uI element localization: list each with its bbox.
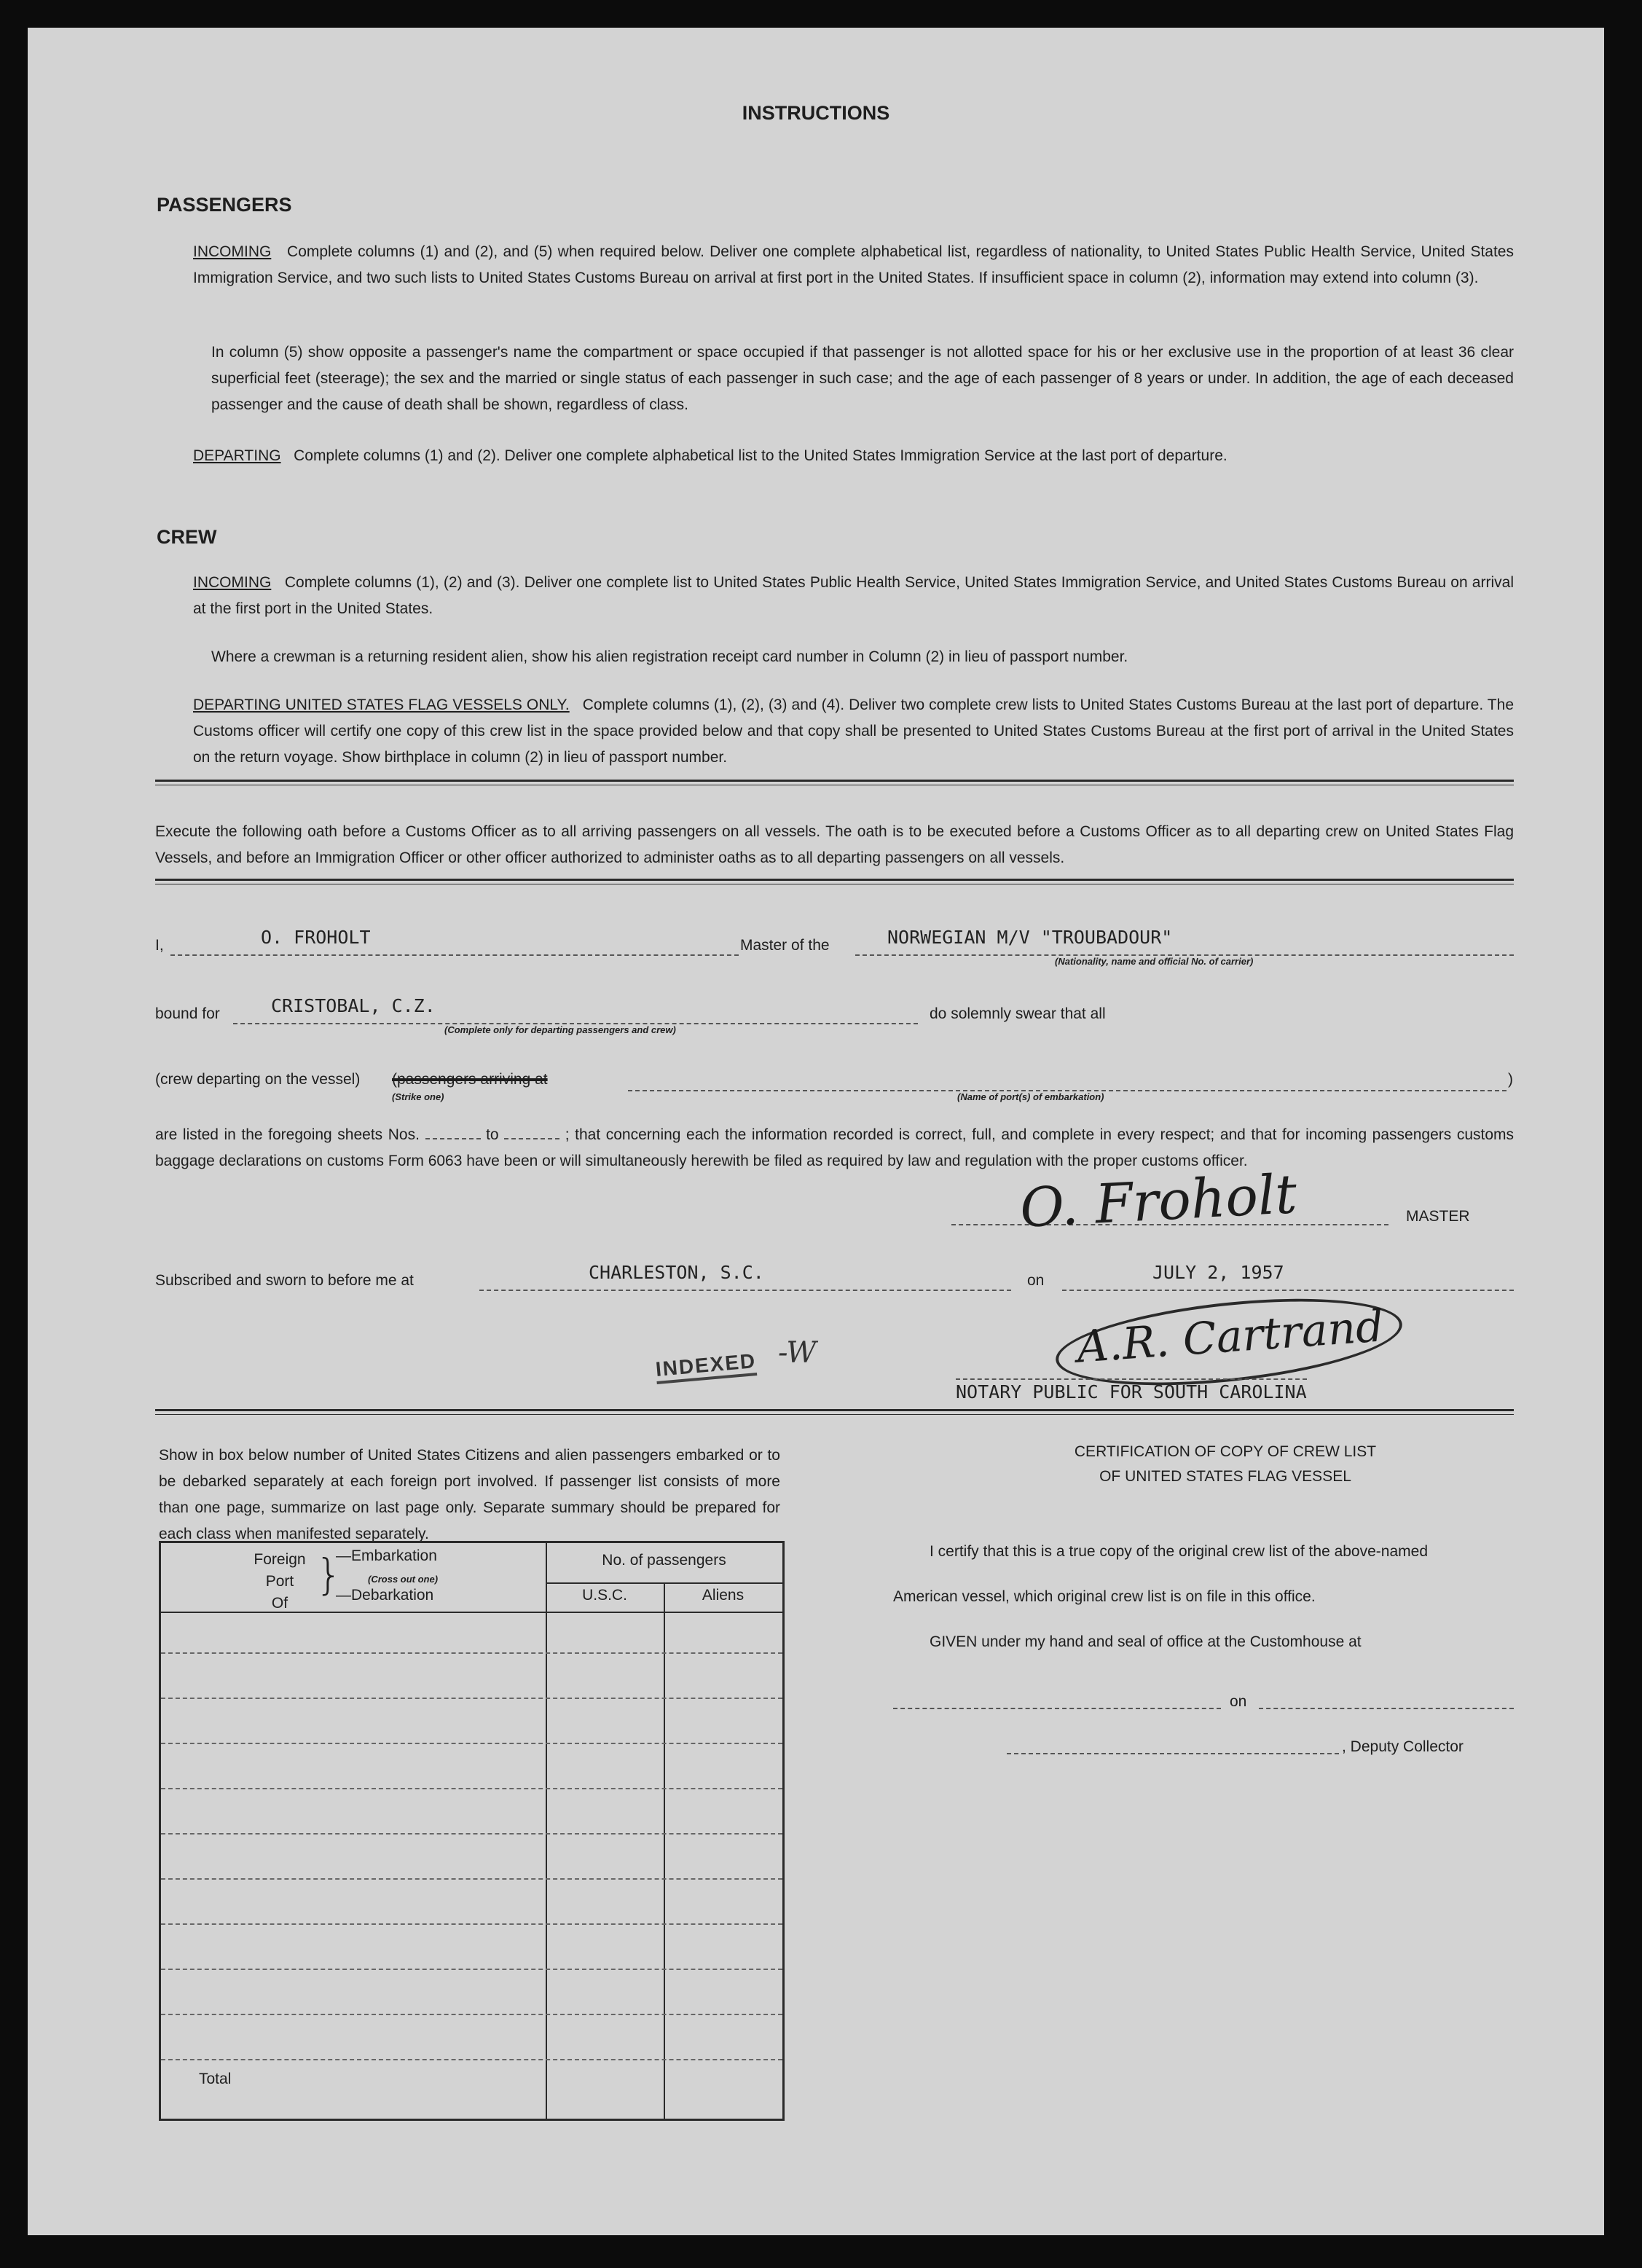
crew-departing-label: DEPARTING UNITED STATES FLAG VESSELS ONLY. [193, 697, 570, 713]
customhouse-field[interactable] [893, 1708, 1221, 1709]
table-column-divider [664, 1582, 665, 2119]
passengers-departing-paragraph [193, 443, 1514, 469]
bound-for-label: bound for [155, 1005, 220, 1022]
crew-departing-option[interactable]: (crew departing on the vessel) [155, 1071, 361, 1088]
table-row[interactable] [161, 1833, 782, 1835]
table-row[interactable] [161, 1743, 782, 1744]
date-field[interactable]: JULY 2, 1957 [1152, 1262, 1284, 1283]
crew-resident-paragraph: Where a crewman is a returning resident alien, show his alien registration receipt card number in Column (2) in lieu of passport number. [211, 648, 1128, 665]
master-name-line [170, 954, 739, 956]
table-row[interactable] [161, 2059, 782, 2060]
certification-line-2: American vessel, which original crew list is on file in this office. [893, 1588, 1316, 1605]
aliens-header: Aliens [702, 1587, 745, 1604]
sheet-from-field[interactable] [425, 1125, 481, 1139]
divider-rule [155, 879, 1514, 884]
passengers-departing-text: Complete columns (1) and (2). Deliver one complete alphabetical list to the United States Immigration Service at the last port of departure. [294, 447, 1227, 464]
certification-heading [934, 1440, 1517, 1489]
deputy-collector-signature-field[interactable] [1007, 1753, 1339, 1754]
foreign-label: Foreign [254, 1551, 306, 1568]
ports-note: (Name of port(s) of embarkation) [957, 1091, 1104, 1102]
table-row[interactable] [161, 1698, 782, 1699]
indexed-mark: -W [778, 1336, 817, 1370]
crew-departing-text: Complete columns (1), (2), (3) and (4). Deliver two complete crew lists to United States Customs Bureau at the last port of departure. The Customs officer will certify one copy of this crew list in the space provided below and that copy shall be presented to United States Customs Bureau at the first port of arrival in the United States on the return voyage. Show birthplace in column (2) in lieu of passport number. [193, 697, 1514, 766]
swear-label: do solemnly swear that all [930, 1005, 1106, 1022]
table-column-divider [546, 1543, 547, 2119]
table-row[interactable] [161, 1969, 782, 1970]
oath-i-label: I, [155, 937, 164, 954]
certification-line-3: GIVEN under my hand and seal of office at the Customhouse at [930, 1633, 1362, 1650]
indexed-stamp: INDEXED [655, 1349, 758, 1384]
cross-out-note: (Cross out one) [368, 1574, 439, 1585]
port-label: Port [265, 1573, 294, 1590]
certification-heading-line-1: CERTIFICATION OF COPY OF CREW LIST [1074, 1443, 1377, 1460]
table-row[interactable] [161, 1652, 782, 1654]
passengers-incoming-label: INCOMING [193, 243, 272, 260]
passengers-arriving-option-struck[interactable]: (passengers arriving at [392, 1071, 548, 1088]
usc-header: U.S.C. [582, 1587, 627, 1604]
of-label: Of [271, 1595, 288, 1612]
place-field[interactable]: CHARLESTON, S.C. [589, 1262, 764, 1283]
master-signature: O. Froholt [1018, 1163, 1299, 1240]
strike-note: (Strike one) [392, 1091, 444, 1102]
sheet-to-field[interactable] [504, 1125, 559, 1139]
master-label: MASTER [1406, 1208, 1470, 1225]
date-line [1062, 1290, 1514, 1291]
master-name-field[interactable]: O. FROHOLT [261, 927, 371, 948]
passengers-incoming-text: Complete columns (1) and (2), and (5) when required below. Deliver one complete alphabetical list, regardless of nationality, to United States Public Health Service, United States Immigration Service, and two such lists to United States Customs Bureau on arrival at first port in the United States. If insufficient space in column (2), information may extend into column (3). [193, 243, 1514, 286]
vessel-note: (Nationality, name and official No. of carrier) [1055, 956, 1254, 967]
passengers-column5-paragraph: In column (5) show opposite a passenger's name the compartment or space occupied if that passenger is not allotted space for his or her exclusive use in the proportion of at least 36 clear superficial feet (steerage); the sex and the married or single status of each passenger in such case; and the age of each passenger of 8 years or under. In addition, the age of each deceased passenger and the cause of death shall be shown, regardless of class. [211, 344, 1514, 413]
crew-heading: CREW [157, 526, 217, 548]
table-row[interactable] [161, 2014, 782, 2015]
passengers-incoming-paragraph [193, 239, 1514, 291]
notary-signature: A.R. Cartrand [1075, 1300, 1386, 1373]
certification-date-field[interactable] [1259, 1708, 1514, 1709]
crew-incoming-label: INCOMING [193, 574, 272, 591]
passenger-summary-table [159, 1541, 785, 2121]
listed-text-1: are listed in the foregoing sheets Nos. [155, 1126, 420, 1143]
crew-incoming-paragraph [193, 570, 1514, 622]
subscribed-label: Subscribed and sworn to before me at [155, 1272, 414, 1289]
passengers-heading: PASSENGERS [157, 194, 292, 216]
table-row[interactable] [161, 1923, 782, 1925]
close-paren: ) [1508, 1071, 1513, 1088]
on-label: on [1027, 1272, 1045, 1289]
table-header-divider [546, 1582, 782, 1584]
destination-field[interactable]: CRISTOBAL, C.Z. [271, 995, 436, 1016]
certification-on-label: on [1230, 1693, 1247, 1710]
oath-intro-paragraph: Execute the following oath before a Customs Officer as to all arriving passengers on all vessels. The oath is to be executed before a Customs Officer as to all departing crew on United States Flag Vessels, and before an Immigration Officer or other officer authorized to administer oaths as to all departing passengers on all vessels. [155, 823, 1514, 866]
table-row[interactable] [161, 1878, 782, 1880]
certification-heading-line-2: OF UNITED STATES FLAG VESSEL [1099, 1468, 1351, 1485]
place-line [479, 1290, 1011, 1291]
passengers-departing-label: DEPARTING [193, 447, 281, 464]
table-row[interactable] [161, 1788, 782, 1789]
divider-rule [155, 1409, 1514, 1415]
crew-departing-paragraph [193, 692, 1514, 771]
embarkation-option[interactable]: —Embarkation [336, 1547, 437, 1564]
form-page [28, 28, 1604, 2235]
brace-icon: } [315, 1550, 342, 1599]
deputy-collector-label: , Deputy Collector [1342, 1738, 1464, 1755]
to-label: to [486, 1126, 499, 1143]
no-passengers-header: No. of passengers [602, 1552, 726, 1569]
debarkation-option[interactable]: —Debarkation [336, 1587, 434, 1604]
total-label: Total [199, 2071, 232, 2087]
notary-title: NOTARY PUBLIC FOR SOUTH CAROLINA [956, 1378, 1307, 1402]
crew-incoming-text: Complete columns (1), (2) and (3). Deliver one complete list to United States Public Health Service, United States Immigration Service, and United States Customs Bureau on arrival at the first port in the United States. [193, 574, 1514, 617]
foreign-port-of-label [247, 1549, 313, 1614]
listed-text-2: ; that concerning each the information recorded is correct, full, and complete in every respect; and that for incoming passengers customs baggage declarations on customs Form 6063 have been or will simultaneously herewith be filed as required by law and regulation with the proper customs officer. [155, 1126, 1515, 1169]
listed-paragraph [155, 1122, 1514, 1174]
page-title: INSTRUCTIONS [742, 102, 890, 124]
divider-rule [155, 780, 1514, 785]
destination-note: (Complete only for departing passengers and crew) [444, 1024, 676, 1035]
summary-instructions: Show in box below number of United States Citizens and alien passengers embarked or to be debarked separately at each foreign port involved. If passenger list consists of more than one page, summarize on last page only. Separate summary should be prepared for each class when manifested separately. [159, 1447, 780, 1542]
certification-line-1: I certify that this is a true copy of the original crew list of the above-named [930, 1543, 1428, 1560]
vessel-field[interactable]: NORWEGIAN M/V "TROUBADOUR" [887, 927, 1173, 948]
master-of-label: Master of the [740, 937, 830, 954]
